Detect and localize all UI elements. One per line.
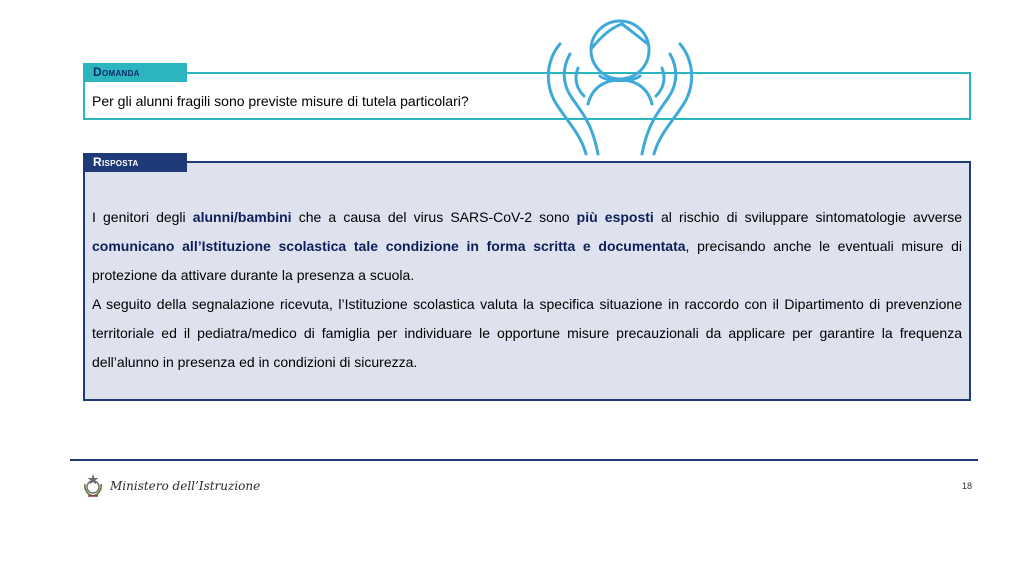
- answer-bold-text: alunni/bambini: [192, 209, 292, 225]
- answer-text: I genitori degli: [92, 209, 193, 225]
- answer-bold-text: più esposti: [576, 209, 654, 225]
- protective-hands-person-icon: [540, 8, 700, 158]
- answer-text: , precisando anche le eventuali misure di protezione da attivare durante la presenza a scuola.: [92, 238, 962, 283]
- answer-text: al rischio di sviluppare sintomatologie avverse: [653, 209, 962, 225]
- question-text: Per gli alunni fragili sono previste misure di tutela particolari?: [92, 93, 469, 109]
- answer-label: Risposta: [83, 153, 187, 172]
- ministry-name: Ministero dell’Istruzione: [110, 479, 261, 493]
- page-number: 18: [962, 481, 973, 491]
- answer-body: [92, 203, 962, 377]
- answer-paragraph-2: A seguito della segnalazione ricevuta, l’Istituzione scolastica valuta la specifica situazione in raccordo con il Dipartimento di prevenzione territoriale ed il pediatra/medico di famiglia per individuare le opportune misure precauzionali da applicare per garantire la frequenza dell’alunno in presenza ed in condizioni di sicurezza.: [92, 296, 962, 370]
- answer-paragraph-1: [92, 203, 962, 290]
- question-label: Domanda: [83, 63, 187, 82]
- footer-divider: [70, 459, 978, 461]
- italian-republic-emblem-icon: [82, 472, 104, 498]
- answer-text: che a causa del virus SARS-CoV-2 sono: [291, 209, 577, 225]
- answer-bold-text: comunicano all’Istituzione scolastica tale condizione in forma scritta e documentata: [92, 238, 686, 254]
